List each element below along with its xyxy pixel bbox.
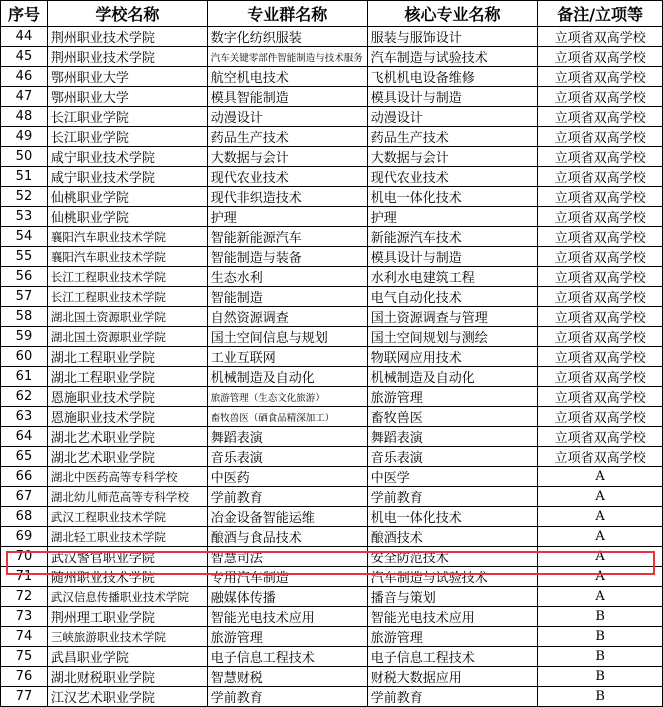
cell-core-major[interactable]: 播音与策划 (367, 587, 538, 607)
cell-index[interactable]: 70 (1, 547, 48, 567)
cell-major-group[interactable]: 智能新能源汽车 (207, 227, 367, 247)
cell-index[interactable]: 55 (1, 247, 48, 267)
cell-note[interactable]: 立项省双高学校 (538, 47, 663, 67)
cell-index[interactable]: 67 (1, 487, 48, 507)
cell-note[interactable]: A (538, 467, 663, 487)
cell-index[interactable]: 66 (1, 467, 48, 487)
cell-major-group[interactable]: 生态水利 (207, 267, 367, 287)
table-row (1, 467, 663, 487)
cell-note[interactable]: A (538, 567, 663, 587)
cell-index[interactable]: 63 (1, 407, 48, 427)
cell-core-major[interactable]: 模具设计与制造 (367, 247, 538, 267)
table-row (1, 387, 663, 407)
cell-note[interactable]: 立项省双高学校 (538, 267, 663, 287)
cell-core-major[interactable]: 大数据与会计 (367, 147, 538, 167)
cell-school[interactable]: 鄂州职业大学 (47, 87, 207, 107)
cell-note[interactable]: 立项省双高学校 (538, 387, 663, 407)
cell-core-major[interactable]: 汽车制造与试验技术 (367, 47, 538, 67)
cell-school[interactable]: 武汉信息传播职业技术学院 (47, 587, 207, 607)
cell-core-major[interactable]: 飞机机电设备维修 (367, 67, 538, 87)
table-body (1, 27, 663, 707)
cell-school[interactable]: 长江职业学院 (47, 107, 207, 127)
cell-core-major[interactable]: 国土资源调查与管理 (367, 307, 538, 327)
cell-school[interactable]: 武昌职业学院 (47, 647, 207, 667)
cell-index[interactable]: 45 (1, 47, 48, 67)
cell-core-major[interactable]: 学前教育 (367, 487, 538, 507)
cell-major-group[interactable]: 智慧财税 (207, 667, 367, 687)
cell-index[interactable]: 53 (1, 207, 48, 227)
cell-index[interactable]: 65 (1, 447, 48, 467)
cell-index[interactable]: 57 (1, 287, 48, 307)
cell-core-major[interactable]: 物联网应用技术 (367, 347, 538, 367)
cell-school[interactable]: 湖北艺术职业学院 (47, 447, 207, 467)
table-row (1, 27, 663, 47)
cell-note[interactable]: 立项省双高学校 (538, 107, 663, 127)
cell-school[interactable]: 湖北财税职业学院 (47, 667, 207, 687)
cell-index[interactable]: 46 (1, 67, 48, 87)
header-core-major[interactable]: 核心专业名称 (367, 1, 538, 27)
cell-school[interactable]: 三峡旅游职业技术学院 (47, 627, 207, 647)
cell-major-group[interactable]: 智能光电技术应用 (207, 607, 367, 627)
cell-major-group[interactable]: 智能制造与装备 (207, 247, 367, 267)
cell-index[interactable]: 52 (1, 187, 48, 207)
table-row (1, 187, 663, 207)
table-row (1, 607, 663, 627)
table-row (1, 227, 663, 247)
cell-index[interactable]: 68 (1, 507, 48, 527)
cell-core-major[interactable]: 机械制造及自动化 (367, 367, 538, 387)
cell-school[interactable]: 鄂州职业大学 (47, 67, 207, 87)
cell-note[interactable]: A (538, 527, 663, 547)
cell-core-major[interactable]: 财税大数据应用 (367, 667, 538, 687)
cell-note[interactable]: 立项省双高学校 (538, 87, 663, 107)
cell-school[interactable]: 武汉警官职业学院 (47, 547, 207, 567)
cell-core-major[interactable]: 服装与服饰设计 (367, 27, 538, 47)
cell-note[interactable]: A (538, 587, 663, 607)
cell-note[interactable]: B (538, 647, 663, 667)
cell-school[interactable]: 随州职业技术学院 (47, 567, 207, 587)
cell-index[interactable]: 54 (1, 227, 48, 247)
cell-note[interactable]: B (538, 607, 663, 627)
cell-index[interactable]: 44 (1, 27, 48, 47)
table-row (1, 47, 663, 67)
cell-note[interactable]: A (538, 507, 663, 527)
cell-note[interactable]: B (538, 627, 663, 647)
cell-school[interactable]: 湖北幼儿师范高等专科学校 (47, 487, 207, 507)
cell-core-major[interactable]: 酿酒技术 (367, 527, 538, 547)
table-row (1, 647, 663, 667)
cell-note[interactable]: 立项省双高学校 (538, 307, 663, 327)
cell-core-major[interactable]: 机电一体化技术 (367, 187, 538, 207)
table-row (1, 287, 663, 307)
cell-index[interactable]: 61 (1, 367, 48, 387)
cell-core-major[interactable]: 安全防范技术 (367, 547, 538, 567)
cell-major-group[interactable]: 国土空间信息与规划 (207, 327, 367, 347)
cell-school[interactable]: 襄阳汽车职业技术学院 (47, 247, 207, 267)
cell-core-major[interactable]: 机电一体化技术 (367, 507, 538, 527)
table-row (1, 307, 663, 327)
cell-core-major[interactable]: 智能光电技术应用 (367, 607, 538, 627)
cell-school[interactable]: 江汉艺术职业学院 (47, 687, 207, 707)
table-row (1, 127, 663, 147)
cell-school[interactable]: 湖北国土资源职业学院 (47, 327, 207, 347)
table-row (1, 267, 663, 287)
cell-index[interactable]: 60 (1, 347, 48, 367)
cell-index[interactable]: 69 (1, 527, 48, 547)
table-row (1, 167, 663, 187)
cell-index[interactable]: 49 (1, 127, 48, 147)
cell-index[interactable]: 62 (1, 387, 48, 407)
table-row (1, 347, 663, 367)
cell-core-major[interactable]: 旅游管理 (367, 387, 538, 407)
cell-note[interactable]: 立项省双高学校 (538, 207, 663, 227)
cell-core-major[interactable]: 音乐表演 (367, 447, 538, 467)
cell-index[interactable]: 76 (1, 667, 48, 687)
cell-major-group[interactable]: 学前教育 (207, 487, 367, 507)
header-note[interactable]: 备注/立项等 (538, 1, 663, 27)
cell-major-group[interactable]: 现代非织造技术 (207, 187, 367, 207)
table-row (1, 407, 663, 427)
table-row (1, 487, 663, 507)
cell-school[interactable]: 湖北艺术职业学院 (47, 427, 207, 447)
cell-note[interactable]: 立项省双高学校 (538, 187, 663, 207)
cell-school[interactable]: 襄阳汽车职业技术学院 (47, 227, 207, 247)
cell-school[interactable]: 湖北工程职业学院 (47, 367, 207, 387)
cell-school[interactable]: 湖北中医药高等专科学校 (47, 467, 207, 487)
table-row (1, 567, 663, 587)
cell-major-group[interactable]: 智慧司法 (207, 547, 367, 567)
cell-major-group[interactable]: 数字化纺织服装 (207, 27, 367, 47)
cell-core-major[interactable]: 药品生产技术 (367, 127, 538, 147)
cell-core-major[interactable]: 新能源汽车技术 (367, 227, 538, 247)
table-row (1, 587, 663, 607)
cell-school[interactable]: 湖北轻工职业技术学院 (47, 527, 207, 547)
table-row (1, 687, 663, 707)
header-row (1, 1, 663, 27)
cell-school[interactable]: 荆州职业技术学院 (47, 47, 207, 67)
cell-core-major[interactable]: 舞蹈表演 (367, 427, 538, 447)
cell-index[interactable]: 47 (1, 87, 48, 107)
cell-major-group[interactable]: 中医药 (207, 467, 367, 487)
cell-school[interactable]: 咸宁职业技术学院 (47, 167, 207, 187)
cell-core-major[interactable]: 水利水电建筑工程 (367, 267, 538, 287)
cell-core-major[interactable]: 动漫设计 (367, 107, 538, 127)
cell-note[interactable]: 立项省双高学校 (538, 227, 663, 247)
cell-note[interactable]: 立项省双高学校 (538, 367, 663, 387)
header-major-group[interactable]: 专业群名称 (207, 1, 367, 27)
cell-note[interactable]: 立项省双高学校 (538, 27, 663, 47)
table-row (1, 147, 663, 167)
cell-major-group[interactable]: 融媒体传播 (207, 587, 367, 607)
table-row (1, 367, 663, 387)
cell-index[interactable]: 74 (1, 627, 48, 647)
cell-major-group[interactable]: 专用汽车制造 (207, 567, 367, 587)
table-row (1, 507, 663, 527)
cell-index[interactable]: 48 (1, 107, 48, 127)
table-row (1, 87, 663, 107)
cell-major-group[interactable]: 汽车关键零部件智能制造与技术服务 (207, 47, 367, 67)
cell-index[interactable]: 73 (1, 607, 48, 627)
cell-school[interactable]: 荆州职业技术学院 (47, 27, 207, 47)
table-row (1, 207, 663, 227)
header-index[interactable]: 序号 (1, 1, 48, 27)
cell-note[interactable]: A (538, 487, 663, 507)
cell-major-group[interactable]: 护理 (207, 207, 367, 227)
cell-major-group[interactable]: 酿酒与食品技术 (207, 527, 367, 547)
cell-index[interactable]: 77 (1, 687, 48, 707)
cell-note[interactable]: 立项省双高学校 (538, 287, 663, 307)
cell-school[interactable]: 仙桃职业学院 (47, 187, 207, 207)
table-row (1, 427, 663, 447)
cell-major-group[interactable]: 航空机电技术 (207, 67, 367, 87)
cell-note[interactable]: 立项省双高学校 (538, 407, 663, 427)
table-row (1, 667, 663, 687)
cell-major-group[interactable]: 冶金设备智能运维 (207, 507, 367, 527)
cell-school[interactable]: 湖北工程职业学院 (47, 347, 207, 367)
cell-note[interactable]: 立项省双高学校 (538, 127, 663, 147)
cell-note[interactable]: B (538, 667, 663, 687)
cell-note[interactable]: 立项省双高学校 (538, 347, 663, 367)
table-row (1, 67, 663, 87)
cell-school[interactable]: 长江工程职业技术学院 (47, 287, 207, 307)
cell-major-group[interactable]: 大数据与会计 (207, 147, 367, 167)
cell-core-major[interactable]: 中医学 (367, 467, 538, 487)
cell-note[interactable]: A (538, 547, 663, 567)
cell-note[interactable]: 立项省双高学校 (538, 427, 663, 447)
table-row (1, 107, 663, 127)
cell-note[interactable]: 立项省双高学校 (538, 147, 663, 167)
cell-core-major[interactable]: 国土空间规划与测绘 (367, 327, 538, 347)
cell-major-group[interactable]: 音乐表演 (207, 447, 367, 467)
cell-index[interactable]: 64 (1, 427, 48, 447)
cell-index[interactable]: 56 (1, 267, 48, 287)
cell-index[interactable]: 75 (1, 647, 48, 667)
cell-school[interactable]: 仙桃职业学院 (47, 207, 207, 227)
cell-major-group[interactable]: 动漫设计 (207, 107, 367, 127)
cell-major-group[interactable]: 自然资源调查 (207, 307, 367, 327)
cell-school[interactable]: 咸宁职业技术学院 (47, 147, 207, 167)
cell-core-major[interactable]: 学前教育 (367, 687, 538, 707)
cell-note[interactable]: 立项省双高学校 (538, 67, 663, 87)
cell-school[interactable]: 长江职业学院 (47, 127, 207, 147)
cell-major-group[interactable]: 工业互联网 (207, 347, 367, 367)
cell-index[interactable]: 50 (1, 147, 48, 167)
cell-core-major[interactable]: 汽车制造与试验技术 (367, 567, 538, 587)
cell-core-major[interactable]: 畜牧兽医 (367, 407, 538, 427)
cell-note[interactable]: 立项省双高学校 (538, 247, 663, 267)
cell-major-group[interactable]: 现代农业技术 (207, 167, 367, 187)
table-row (1, 547, 663, 567)
cell-major-group[interactable]: 电子信息工程技术 (207, 647, 367, 667)
cell-core-major[interactable]: 现代农业技术 (367, 167, 538, 187)
cell-index[interactable]: 72 (1, 587, 48, 607)
cell-major-group[interactable]: 旅游管理 (207, 627, 367, 647)
cell-major-group[interactable]: 学前教育 (207, 687, 367, 707)
cell-index[interactable]: 71 (1, 567, 48, 587)
cell-note[interactable]: 立项省双高学校 (538, 327, 663, 347)
cell-note[interactable]: 立项省双高学校 (538, 447, 663, 467)
cell-major-group[interactable]: 模具智能制造 (207, 87, 367, 107)
cell-core-major[interactable]: 护理 (367, 207, 538, 227)
cell-major-group[interactable]: 药品生产技术 (207, 127, 367, 147)
cell-core-major[interactable]: 模具设计与制造 (367, 87, 538, 107)
cell-index[interactable]: 59 (1, 327, 48, 347)
cell-school[interactable]: 长江工程职业技术学院 (47, 267, 207, 287)
cell-core-major[interactable]: 电子信息工程技术 (367, 647, 538, 667)
cell-major-group[interactable]: 旅游管理（生态文化旅游） (207, 387, 367, 407)
cell-index[interactable]: 58 (1, 307, 48, 327)
cell-major-group[interactable]: 机械制造及自动化 (207, 367, 367, 387)
cell-note[interactable]: 立项省双高学校 (538, 167, 663, 187)
cell-school[interactable]: 武汉工程职业技术学院 (47, 507, 207, 527)
cell-school[interactable]: 荆州理工职业学院 (47, 607, 207, 627)
cell-core-major[interactable]: 电气自动化技术 (367, 287, 538, 307)
cell-index[interactable]: 51 (1, 167, 48, 187)
cell-note[interactable]: B (538, 687, 663, 707)
table-row (1, 327, 663, 347)
table-row (1, 527, 663, 547)
cell-major-group[interactable]: 智能制造 (207, 287, 367, 307)
cell-core-major[interactable]: 旅游管理 (367, 627, 538, 647)
cell-school[interactable]: 湖北国土资源职业学院 (47, 307, 207, 327)
cell-major-group[interactable]: 舞蹈表演 (207, 427, 367, 447)
cell-major-group[interactable]: 畜牧兽医（硒食品精深加工） (207, 407, 367, 427)
header-school[interactable]: 学校名称 (47, 1, 207, 27)
table-row (1, 247, 663, 267)
cell-school[interactable]: 恩施职业技术学院 (47, 387, 207, 407)
table-row (1, 627, 663, 647)
table-row (1, 447, 663, 467)
cell-school[interactable]: 恩施职业技术学院 (47, 407, 207, 427)
